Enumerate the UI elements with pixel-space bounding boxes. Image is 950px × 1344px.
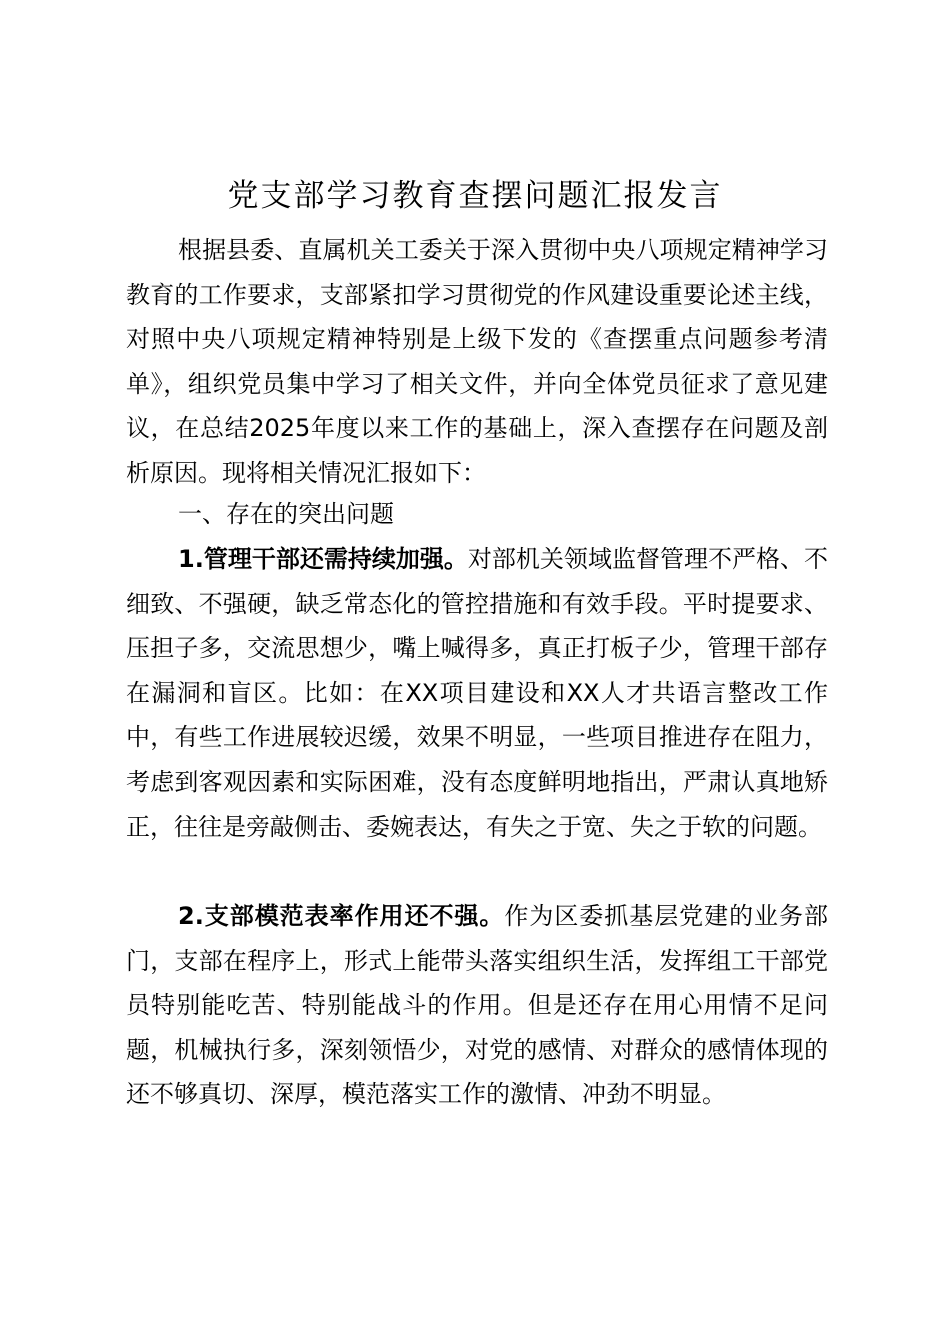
problem-item-1-text: 对部机关领域监督管理不严格、不细致、不强硬，缺乏常态化的管控措施和有效手段。平时提要求、压担子多，交流思想少，嘴上喊得多，真正打板子少，管理干部存在漏洞和盲区。比如：在XX项目建设和XX人才共语言整改工作中，有些工作进展较迟缓，效果不明显，一些项目推进存在阻力，考虑到客观因素和实际困难，没有态度鲜明地指出，严肃认真地矫正，往往是旁敲侧击、委婉表达，有失之于宽、失之于软的问题。: [126, 545, 828, 841]
problem-item-2-text: 作为区委抓基层党建的业务部门，支部在程序上，形式上能带头落实组织生活，发挥组工干部党员特别能吃苦、特别能战斗的作用。但是还存在用心用情不足问题，机械执行多，深刻领悟少，对党的感情、对群众的感情体现的还不够真切、深厚，模范落实工作的激情、冲劲不明显。: [126, 902, 828, 1109]
problem-item-2-heading: 2.支部模范表率作用还不强。: [178, 902, 505, 930]
problem-item-2: [126, 894, 828, 1117]
section-heading: 一、存在的突出问题: [178, 500, 394, 528]
intro-paragraph: 根据县委、直属机关工委关于深入贯彻中央八项规定精神学习教育的工作要求，支部紧扣学习贯彻党的作风建设重要论述主线，对照中央八项规定精神特别是上级下发的《查摆重点问题参考清单》，组织党员集中学习了相关文件，并向全体党员征求了意见建议，在总结2025年度以来工作的基础上，深入查摆存在问题及剖析原因。现将相关情况汇报如下：: [126, 236, 828, 487]
problem-item-1: [126, 537, 828, 849]
problem-item-1-heading: 1.管理干部还需持续加强。: [178, 545, 468, 573]
document-title: 党支部学习教育查摆问题汇报发言: [227, 178, 723, 214]
